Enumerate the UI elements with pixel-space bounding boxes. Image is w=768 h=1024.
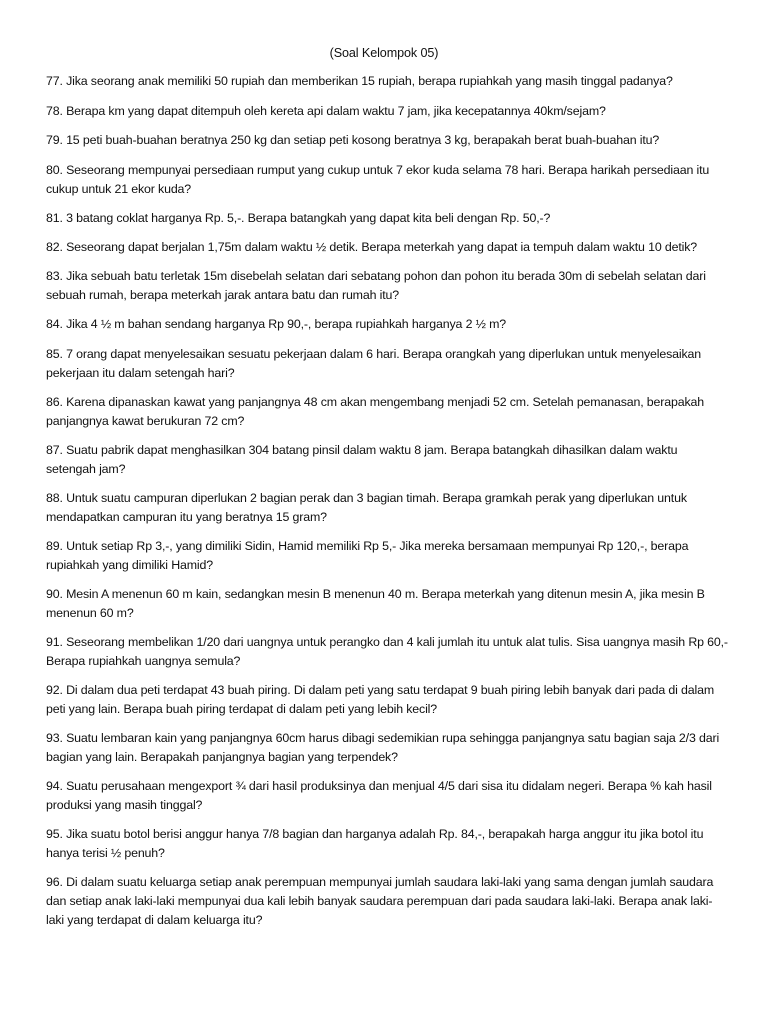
question-92: 92. Di dalam dua peti terdapat 43 buah piring. Di dalam peti yang satu terdapat 9 buah piring lebih banyak dari pada di dalam peti yang lain. Berapa buah piring terdapat di dalam peti yang lebih kecil? (46, 682, 715, 716)
question-90: 90. Mesin A menenun 60 m kain, sedangkan mesin B menenun 40 m. Berapa meterkah yang ditenun mesin A, jika mesin B menenun 60 m? (46, 586, 705, 620)
question-82: 82. Seseorang dapat berjalan 1,75m dalam waktu ½ detik. Berapa meterkah yang dapat ia tempuh dalam waktu 10 detik? (46, 240, 698, 254)
question-91: 91. Seseorang membelikan 1/20 dari uangnya untuk perangko dan 4 kali jumlah itu untuk alat tulis. Sisa uangnya masih Rp 60,- Berapa rupiahkah uangnya semula? (46, 634, 728, 668)
question-86: 86. Karena dipanaskan kawat yang panjangnya 48 cm akan mengembang menjadi 52 cm. Setelah pemanasan, berapakah panjangnya kawat berukuran 72 cm? (46, 394, 705, 428)
question-84: 84. Jika 4 ½ m bahan sendang harganya Rp 90,-, berapa rupiahkah harganya 2 ½ m? (46, 317, 506, 331)
question-80: 80. Seseorang mempunyai persediaan rumput yang cukup untuk 7 ekor kuda selama 78 hari. Berapa harikah persediaan itu cukup untuk 21 ekor kuda? (46, 162, 710, 196)
question-94: 94. Suatu perusahaan mengexport ¾ dari hasil produksinya dan menjual 4/5 dari sisa itu didalam negeri. Berapa % kah hasil produksi yang masih tinggal? (46, 778, 712, 812)
question-96: 96. Di dalam suatu keluarga setiap anak perempuan mempunyai jumlah saudara laki-laki yang sama dengan jumlah saudara dan setiap anak laki-laki mempunyai dua kali lebih banyak saudara perempuan dari pada saudara laki-laki. Berapa anak laki-laki yang terdapat di dalam keluarga itu? (46, 874, 714, 927)
question-95: 95. Jika suatu botol berisi anggur hanya 7/8 bagian dan harganya adalah Rp. 84,-, berapakah harga anggur itu jika botol itu hanya terisi ½ penuh? (46, 826, 704, 860)
question-78: 78. Berapa km yang dapat ditempuh oleh kereta api dalam waktu 7 jam, jika kecepatannya 40km/sejam? (46, 103, 606, 118)
question-89: 89. Untuk setiap Rp 3,-, yang dimiliki Sidin, Hamid memiliki Rp 5,- Jika mereka bersamaan mempunyai Rp 120,-, berapa rupiahkah yang dimiliki Hamid? (46, 538, 689, 572)
question-85: 85. 7 orang dapat menyelesaikan sesuatu pekerjaan dalam 6 hari. Berapa orangkah yang diperlukan untuk menyelesaikan pekerjaan itu dalam setengah hari? (46, 346, 702, 380)
question-list (46, 72, 730, 940)
question-88: 88. Untuk suatu campuran diperlukan 2 bagian perak dan 3 bagian timah. Berapa gramkah perak yang diperlukan untuk mendapatkan campuran itu yang beratnya 15 gram? (46, 490, 687, 524)
question-79: 79. 15 peti buah-buahan beratnya 250 kg dan setiap peti kosong beratnya 3 kg, berapakah berat buah-buahan itu? (46, 133, 660, 147)
question-83: 83. Jika sebuah batu terletak 15m disebelah selatan dari sebatang pohon dan pohon itu berada 30m di sebelah selatan dari sebuah rumah, berapa meterkah jarak antara batu dan rumah itu? (46, 269, 706, 302)
document-title: (Soal Kelompok 05) (329, 46, 439, 60)
question-77: 77. Jika seorang anak memiliki 50 rupiah dan memberikan 15 rupiah, berapa rupiahkah yang masih tinggal padanya? (46, 74, 673, 88)
question-93: 93. Suatu lembaran kain yang panjangnya 60cm harus dibagi sedemikian rupa sehingga panjangnya satu bagian saja 2/3 dari bagian yang lain. Berapakah panjangnya bagian yang terpendek? (46, 730, 720, 764)
question-87: 87. Suatu pabrik dapat menghasilkan 304 batang pinsil dalam waktu 8 jam. Berapa batangkah dihasilkan dalam waktu setengah jam? (46, 442, 678, 476)
question-81: 81. 3 batang coklat harganya Rp. 5,-. Berapa batangkah yang dapat kita beli dengan Rp. 50,-? (46, 210, 551, 225)
